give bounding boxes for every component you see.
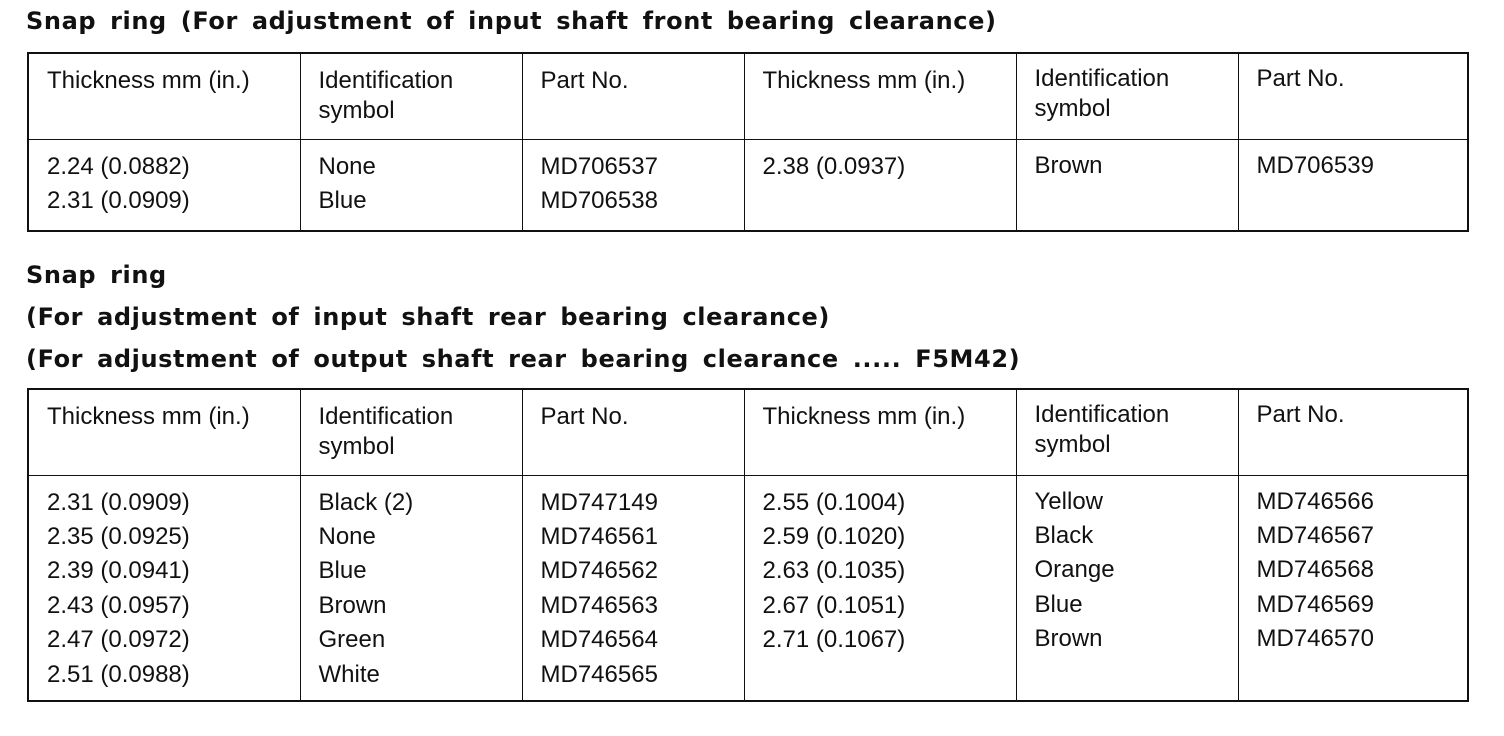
column-header-identification: Identification symbol [1016, 53, 1238, 139]
part-no-cell: MD746566 MD746567 MD746568 MD746569 MD746570 [1238, 475, 1468, 701]
column-header-part-no: Part No. [1238, 53, 1468, 139]
thickness-cell: 2.31 (0.0909) 2.35 (0.0925) 2.39 (0.0941) 2.43 (0.0957) 2.47 (0.0972) 2.51 (0.0988) [28, 475, 300, 701]
column-header-thickness: Thickness mm (in.) [744, 53, 1016, 139]
table-row [28, 475, 1468, 701]
part-no-cell: MD706539 [1238, 139, 1468, 231]
thickness-cell: 2.38 (0.0937) [744, 139, 1016, 231]
section1-heading: Snap ring (For adjustment of input shaft front bearing clearance) [26, 7, 997, 35]
section2-heading-output-shaft: (For adjustment of output shaft rear bearing clearance ..... F5M42) [26, 345, 1021, 373]
part-no-cell: MD747149 MD746561 MD746562 MD746563 MD746564 MD746565 [522, 475, 744, 701]
thickness-cell: 2.24 (0.0882) 2.31 (0.0909) [28, 139, 300, 231]
table-header-row [28, 53, 1468, 139]
front-bearing-snap-ring-table [27, 52, 1469, 232]
section2-heading-title: Snap ring [26, 261, 167, 289]
column-header-thickness: Thickness mm (in.) [28, 389, 300, 475]
identification-cell: Yellow Black Orange Blue Brown [1016, 475, 1238, 701]
part-no-cell: MD706537 MD706538 [522, 139, 744, 231]
identification-cell: Brown [1016, 139, 1238, 231]
column-header-identification: Identification symbol [300, 389, 522, 475]
identification-cell: Black (2) None Blue Brown Green White [300, 475, 522, 701]
identification-cell: None Blue [300, 139, 522, 231]
rear-bearing-snap-ring-table [27, 388, 1469, 702]
column-header-part-no: Part No. [522, 53, 744, 139]
column-header-part-no: Part No. [522, 389, 744, 475]
column-header-identification: Identification symbol [1016, 389, 1238, 475]
column-header-part-no: Part No. [1238, 389, 1468, 475]
column-header-thickness: Thickness mm (in.) [744, 389, 1016, 475]
column-header-thickness: Thickness mm (in.) [28, 53, 300, 139]
thickness-cell: 2.55 (0.1004) 2.59 (0.1020) 2.63 (0.1035) 2.67 (0.1051) 2.71 (0.1067) [744, 475, 1016, 701]
section2-heading-input-shaft: (For adjustment of input shaft rear bearing clearance) [26, 303, 830, 331]
table-header-row [28, 389, 1468, 475]
table-row [28, 139, 1468, 231]
column-header-identification: Identification symbol [300, 53, 522, 139]
